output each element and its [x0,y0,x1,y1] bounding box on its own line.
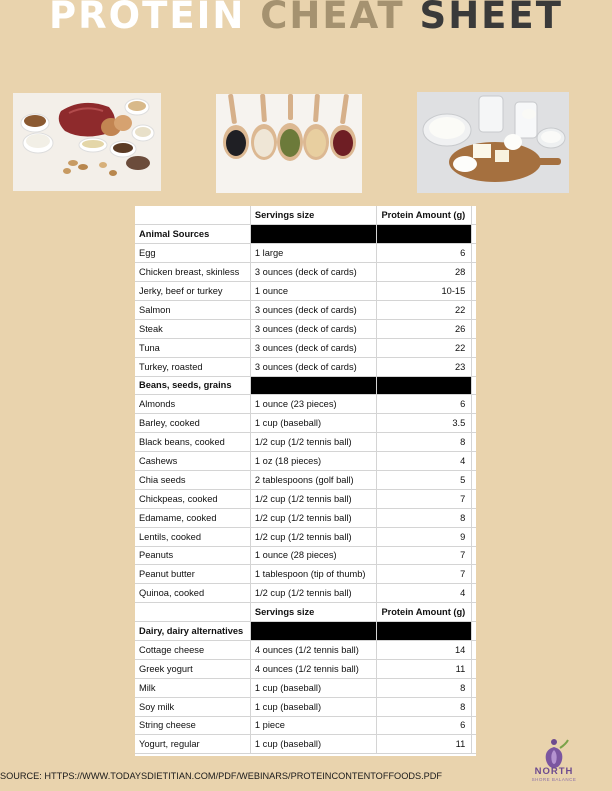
table-row [135,470,476,489]
food-name-cell: Almonds [135,395,250,414]
serving-size-cell: 1 piece [250,716,377,735]
photo-dairy [417,92,569,193]
table-edge-cell [472,622,476,641]
table-row [135,433,476,452]
serving-size-cell: 1 cup (baseball) [250,678,377,697]
protein-table [135,206,476,756]
food-name-cell: Chickpeas, cooked [135,489,250,508]
table-edge-cell [472,603,476,622]
serving-size-cell: 3 ounces (deck of cards) [250,300,377,319]
header-protein-cell: Protein Amount (g) [377,206,472,225]
food-name-cell: Salmon [135,300,250,319]
table-edge-cell [472,414,476,433]
table-edge-cell [472,716,476,735]
table-row [135,300,476,319]
table-row [135,357,476,376]
section-header-row [135,622,476,641]
table-row [135,565,476,584]
table-edge-cell [472,678,476,697]
table-edge-cell [472,225,476,244]
serving-size-cell: 1 cup (baseball) [250,414,377,433]
table-row [135,640,476,659]
table-row [135,244,476,263]
photo-animal-sources [13,93,161,191]
table-row [135,716,476,735]
table-row [135,489,476,508]
table-edge-cell [472,546,476,565]
food-name-cell: Cashews [135,452,250,471]
table-edge-cell [472,565,476,584]
table-row [135,395,476,414]
protein-amount-cell: 8 [377,433,472,452]
food-name-cell: Milk [135,678,250,697]
food-name-cell: Egg [135,244,250,263]
header-serving-cell: Servings size [250,603,377,622]
table-edge-cell [472,470,476,489]
serving-size-cell: 1 ounce [250,282,377,301]
protein-amount-cell: 23 [377,357,472,376]
serving-size-cell: 1/2 cup (1/2 tennis ball) [250,508,377,527]
protein-amount-cell: 7 [377,546,472,565]
section-label: Dairy, dairy alternatives [135,622,250,641]
food-name-cell: Peanut butter [135,565,250,584]
table-edge-cell [472,319,476,338]
protein-amount-cell: 28 [377,263,472,282]
table-row [135,527,476,546]
table-edge-cell [472,433,476,452]
food-name-cell: Soy milk [135,697,250,716]
serving-size-cell: 1/2 cup (1/2 tennis ball) [250,433,377,452]
table-edge-cell [472,735,476,754]
section-bar [377,225,472,244]
table-edge-cell [472,640,476,659]
food-name-cell: Yogurt, regular [135,735,250,754]
protein-amount-cell: 8 [377,508,472,527]
serving-size-cell: 1/2 cup (1/2 tennis ball) [250,489,377,508]
table-row [135,584,476,603]
source-citation: SOURCE: HTTPS://WWW.TODAYSDIETITIAN.COM/PDF/WEBINARS/PROTEINCONTENTOFFOODS.PDF [0,771,443,781]
serving-size-cell: 1 oz (18 pieces) [250,452,377,471]
food-name-cell: Jerky, beef or turkey [135,282,250,301]
food-name-cell: Steak [135,319,250,338]
serving-size-cell: 3 ounces (deck of cards) [250,338,377,357]
protein-amount-cell: 6 [377,716,472,735]
serving-size-cell: 2 tablespoons (golf ball) [250,470,377,489]
serving-size-cell: 3 ounces (deck of cards) [250,319,377,338]
serving-size-cell: 4 ounces (1/2 tennis ball) [250,640,377,659]
table-row [135,452,476,471]
table-edge-cell [472,338,476,357]
table-row [135,508,476,527]
table-edge-cell [472,489,476,508]
section-bar [250,622,377,641]
protein-amount-cell: 9 [377,527,472,546]
serving-size-cell: 4 ounces (1/2 tennis ball) [250,659,377,678]
table-row [135,282,476,301]
table-row [135,338,476,357]
protein-amount-cell: 8 [377,697,472,716]
table-edge-cell [472,357,476,376]
protein-amount-cell: 7 [377,489,472,508]
section-header-row [135,225,476,244]
table-edge-cell [472,584,476,603]
serving-size-cell: 1/2 cup (1/2 tennis ball) [250,584,377,603]
table-row [135,546,476,565]
table-row [135,263,476,282]
table-edge-cell [472,244,476,263]
table-row [135,319,476,338]
table-edge-cell [472,300,476,319]
header-serving-cell: Servings size [250,206,377,225]
food-name-cell: Chia seeds [135,470,250,489]
protein-amount-cell: 11 [377,735,472,754]
food-name-cell: Edamame, cooked [135,508,250,527]
table-edge-cell [472,263,476,282]
serving-size-cell: 1 tablespoon (tip of thumb) [250,565,377,584]
table-row [135,414,476,433]
logo-tagline: SHORE BALANCE [531,777,577,782]
header-food-cell [135,206,250,225]
food-name-cell: Peanuts [135,546,250,565]
protein-amount-cell: 4 [377,584,472,603]
section-bar [250,376,377,395]
food-name-cell: Barley, cooked [135,414,250,433]
serving-size-cell: 1 cup (baseball) [250,735,377,754]
table-row [135,697,476,716]
protein-amount-cell: 6 [377,395,472,414]
section-bar [250,225,377,244]
photo-beans-spoons [216,94,362,193]
protein-amount-cell: 3.5 [377,414,472,433]
title-word-sheet: SHEET [419,0,563,37]
protein-amount-cell: 8 [377,678,472,697]
protein-amount-cell: 6 [377,244,472,263]
table-edge-cell [472,527,476,546]
table-row [135,659,476,678]
food-name-cell: Tuna [135,338,250,357]
logo-name: NORTH [534,766,574,777]
protein-amount-cell: 14 [377,640,472,659]
serving-size-cell: 3 ounces (deck of cards) [250,263,377,282]
section-header-row [135,376,476,395]
table-edge-cell [472,659,476,678]
food-name-cell: String cheese [135,716,250,735]
serving-size-cell: 1 large [250,244,377,263]
section-label: Animal Sources [135,225,250,244]
table-edge-cell [472,395,476,414]
protein-amount-cell: 7 [377,565,472,584]
serving-size-cell: 1/2 cup (1/2 tennis ball) [250,527,377,546]
protein-amount-cell: 5 [377,470,472,489]
protein-amount-cell: 4 [377,452,472,471]
protein-amount-cell: 22 [377,300,472,319]
serving-size-cell: 1 ounce (23 pieces) [250,395,377,414]
food-name-cell: Black beans, cooked [135,433,250,452]
food-name-cell: Lentils, cooked [135,527,250,546]
protein-amount-cell: 22 [377,338,472,357]
table-edge-cell [472,376,476,395]
food-name-cell: Cottage cheese [135,640,250,659]
section-label: Beans, seeds, grains [135,376,250,395]
food-name-cell: Chicken breast, skinless [135,263,250,282]
serving-size-cell: 1 ounce (28 pieces) [250,546,377,565]
title-word-protein: PROTEIN [49,0,246,37]
food-name-cell: Greek yogurt [135,659,250,678]
table-edge-cell [472,452,476,471]
table-row [135,678,476,697]
title-word-cheat: CHEAT [260,0,405,37]
table-header-row [135,206,476,225]
protein-amount-cell: 11 [377,659,472,678]
food-name-cell: Turkey, roasted [135,357,250,376]
table-edge-cell [472,206,476,225]
protein-amount-cell: 26 [377,319,472,338]
table-header-row [135,603,476,622]
header-food-cell [135,603,250,622]
section-bar [377,622,472,641]
section-bar [377,376,472,395]
serving-size-cell: 1 cup (baseball) [250,697,377,716]
table-edge-cell [472,508,476,527]
page-title [0,0,612,37]
food-name-cell: Quinoa, cooked [135,584,250,603]
table-edge-cell [472,282,476,301]
protein-amount-cell: 10-15 [377,282,472,301]
header-protein-cell: Protein Amount (g) [377,603,472,622]
table-edge-cell [472,697,476,716]
table-row [135,735,476,754]
serving-size-cell: 3 ounces (deck of cards) [250,357,377,376]
